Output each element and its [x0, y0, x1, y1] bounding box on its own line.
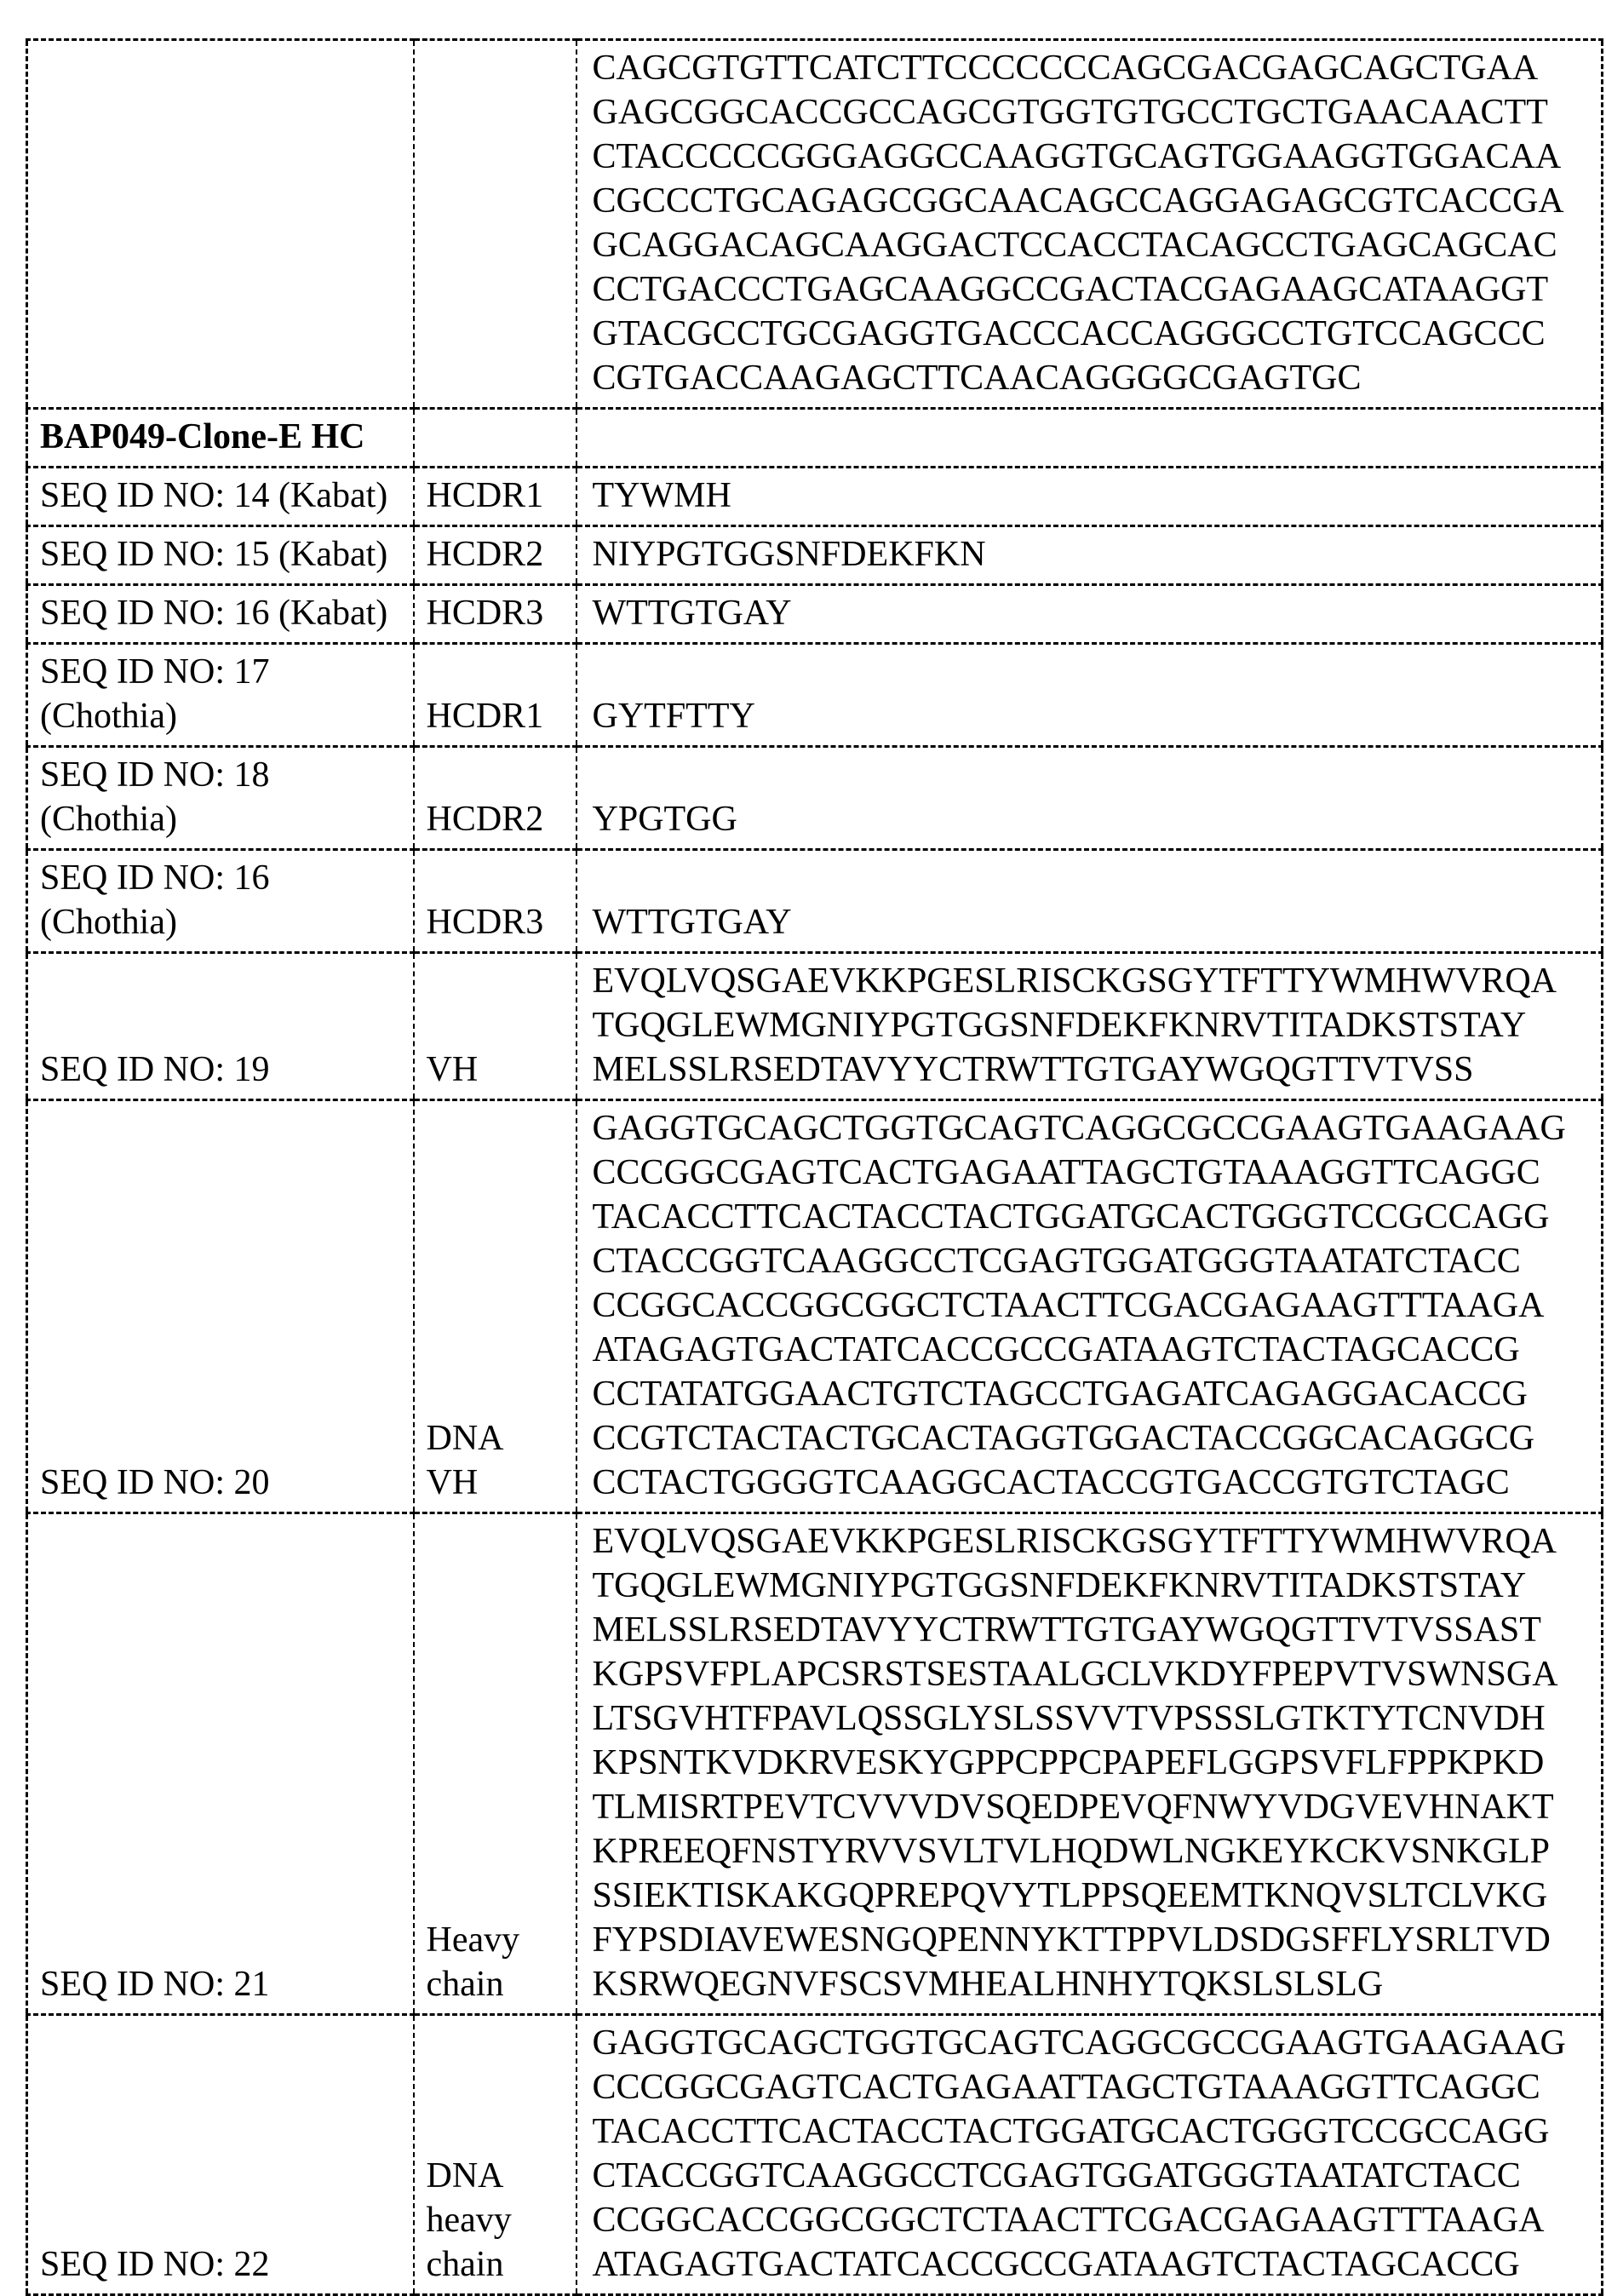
seq-id-cell: SEQ ID NO: 21	[27, 1513, 414, 2015]
sequence-cell: YPGTGG	[576, 747, 1603, 850]
region-cell: HCDR2	[414, 747, 576, 850]
table-row	[27, 953, 1603, 1100]
sequence-cell: GYTFTTY	[576, 644, 1603, 747]
seq-id-cell: SEQ ID NO: 19	[27, 953, 414, 1100]
region-cell: DNA VH	[414, 1100, 576, 1513]
sequence-cell: EVQLVQSGAEVKKPGESLRISCKGSGYTFTTYWMHWVRQA TGQGLEWMGNIYPGTGGSNFDEKFKNRVTITADKSTSTAY MELSSLRSEDTAVYYCTRWTTGTGAYWGQGTTVTVSS	[576, 953, 1603, 1100]
seq-id-cell: SEQ ID NO: 17 (Chothia)	[27, 644, 414, 747]
table-row	[27, 1100, 1603, 1513]
sequence-cell: NIYPGTGGSNFDEKFKN	[576, 526, 1603, 585]
region-cell: HCDR2	[414, 526, 576, 585]
region-cell: DNA heavy chain	[414, 2015, 576, 2295]
region-cell: HCDR1	[414, 644, 576, 747]
seq-id-cell: SEQ ID NO: 16 (Kabat)	[27, 585, 414, 644]
seq-id-cell: SEQ ID NO: 18 (Chothia)	[27, 747, 414, 850]
table-row	[27, 644, 1603, 747]
table-row	[27, 409, 1603, 468]
sequence-cell	[576, 409, 1603, 468]
table-row	[27, 526, 1603, 585]
sequence-cell: WTTGTGAY	[576, 585, 1603, 644]
sequence-cell: CAGCGTGTTCATCTTCCCCCCCAGCGACGAGCAGCTGAA GAGCGGCACCGCCAGCGTGGTGTGCCTGCTGAACAACTT CTACCCCCGGGAGGCCAAGGTGCAGTGGAAGGTGGACAA CGCCCTGCAGAGCGGCAACAGCCAGGAGAGCGTCACCGA GCAGGACAGCAAGGACTCCACCTACAGCCTGAGCAGCAC CCTGACCCTGAGCAAGGCCGACTACGAGAAGCATAAGGT GTACGCCTGCGAGGTGACCCACCAGGGCCTGTCCAGCCC CGTGACCAAGAGCTTCAACAGGGGCGAGTGC	[576, 40, 1603, 409]
sequence-cell: TYWMH	[576, 468, 1603, 526]
table-row	[27, 1513, 1603, 2015]
table-row	[27, 468, 1603, 526]
table-row	[27, 747, 1603, 850]
region-cell: HCDR3	[414, 850, 576, 953]
region-cell	[414, 40, 576, 409]
sequence-listing-table	[26, 38, 1603, 2296]
sequence-cell: GAGGTGCAGCTGGTGCAGTCAGGCGCCGAAGTGAAGAAG CCCGGCGAGTCACTGAGAATTAGCTGTAAAGGTTCAGGC TACACCTTCACTACCTACTGGATGCACTGGGTCCGCCAGG CTACCGGTCAAGGCCTCGAGTGGATGGGTAATATCTACC CCGGCACCGGCGGCTCTAACTTCGACGAGAAGTTTAAGA ATAGAGTGACTATCACCGCCGATAAGTCTACTAGCACCG	[576, 2015, 1603, 2295]
region-cell: HCDR1	[414, 468, 576, 526]
region-cell: VH	[414, 953, 576, 1100]
sequence-table-body	[27, 40, 1603, 2295]
table-row	[27, 40, 1603, 409]
region-cell: Heavy chain	[414, 1513, 576, 2015]
seq-id-cell: SEQ ID NO: 20	[27, 1100, 414, 1513]
region-cell	[414, 409, 576, 468]
sequence-cell: WTTGTGAY	[576, 850, 1603, 953]
seq-id-cell: SEQ ID NO: 14 (Kabat)	[27, 468, 414, 526]
table-row	[27, 850, 1603, 953]
seq-id-cell: BAP049-Clone-E HC	[27, 409, 414, 468]
seq-id-cell: SEQ ID NO: 15 (Kabat)	[27, 526, 414, 585]
table-row	[27, 2015, 1603, 2295]
region-cell: HCDR3	[414, 585, 576, 644]
sequence-cell: GAGGTGCAGCTGGTGCAGTCAGGCGCCGAAGTGAAGAAG CCCGGCGAGTCACTGAGAATTAGCTGTAAAGGTTCAGGC TACACCTTCACTACCTACTGGATGCACTGGGTCCGCCAGG CTACCGGTCAAGGCCTCGAGTGGATGGGTAATATCTACC CCGGCACCGGCGGCTCTAACTTCGACGAGAAGTTTAAGA ATAGAGTGACTATCACCGCCGATAAGTCTACTAGCACCG CCTATATGGAACTGTCTAGCCTGAGATCAGAGGACACCG CCGTCTACTACTGCACTAGGTGGACTACCGGCACAGGCG CCTACTGGGGTCAAGGCACTACCGTGACCGTGTCTAGC	[576, 1100, 1603, 1513]
sequence-cell: EVQLVQSGAEVKKPGESLRISCKGSGYTFTTYWMHWVRQA TGQGLEWMGNIYPGTGGSNFDEKFKNRVTITADKSTSTAY MELSSLRSEDTAVYYCTRWTTGTGAYWGQGTTVTVSSAST KGPSVFPLAPCSRSTSESTAALGCLVKDYFPEPVTVSWNSGA LTSGVHTFPAVLQSSGLYSLSSVVTVPSSSLGTKTYTCNVDH KPSNTKVDKRVESKYGPPCPPCPAPEFLGGPSVFLFPPKPKD TLMISRTPEVTCVVVDVSQEDPEVQFNWYVDGVEVHNAKT KPREEQFNSTYRVVSVLTVLHQDWLNGKEYKCKVSNKGLP SSIEKTISKAKGQPREPQVYTLPPSQEEMTKNQVSLTCLVKG FYPSDIAVEWESNGQPENNYKTTPPVLDSDGSFFLYSRLTVD KSRWQEGNVFSCSVMHEALHNHYTQKSLSLSLG	[576, 1513, 1603, 2015]
seq-id-cell: SEQ ID NO: 22	[27, 2015, 414, 2295]
document-page	[26, 38, 1603, 2296]
seq-id-cell: SEQ ID NO: 16 (Chothia)	[27, 850, 414, 953]
seq-id-cell	[27, 40, 414, 409]
table-row	[27, 585, 1603, 644]
